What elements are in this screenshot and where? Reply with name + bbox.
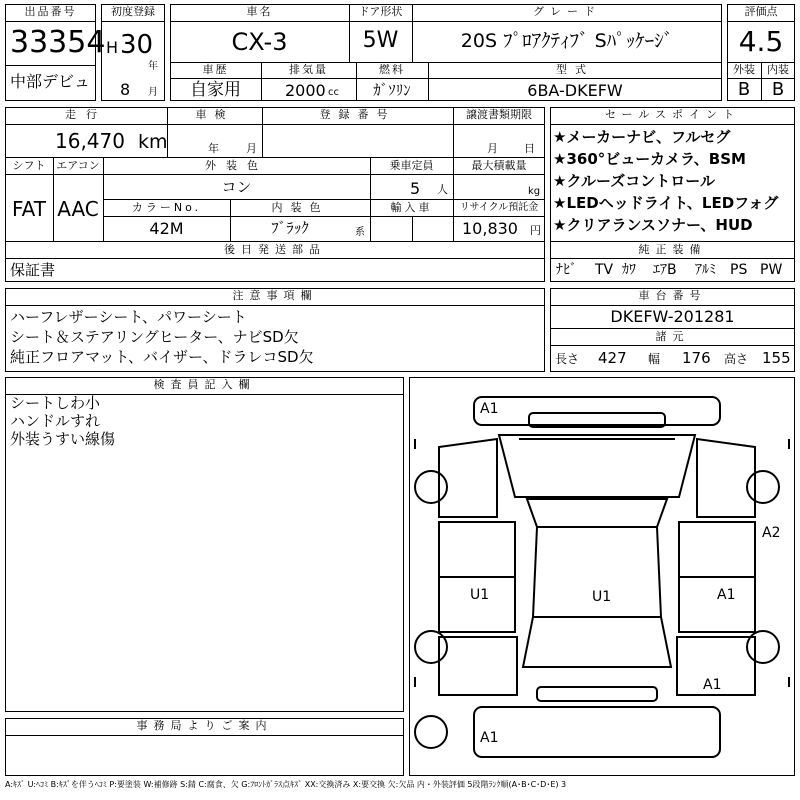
equipment-item: ｴｱB: [653, 262, 677, 278]
inspector-line: シートしわ小: [10, 394, 101, 412]
diagram-mark: A1: [703, 677, 722, 693]
inspector-line: ハンドルすれ: [10, 412, 101, 430]
diagram-mark: A1: [480, 730, 499, 746]
fuel: ｶﾞｿﾘﾝ: [373, 81, 411, 99]
displacement-unit: cc: [328, 87, 339, 98]
later-parts-label: 後日発送部品: [224, 243, 326, 256]
int-color-unit: 系: [355, 227, 365, 238]
legend: A:ｷｽﾞ U:ﾍｺﾐ B:ｷｽﾞを伴うﾍｺﾐ P:要塗装 W:補修跡 S:錆 C:腐食、欠 G:ﾌﾛﾝﾄｶﾞﾗｽ点ｷｽﾞ XX:交換済み X:要交換 欠:欠品 内・外装評価 5段階ﾗﾝｸ順(A･B･C･D･E) 3: [5, 780, 567, 789]
color-no: 42M: [149, 219, 184, 238]
recycle-label: リサイクル預託金: [459, 202, 539, 213]
grade-label: グレード: [533, 5, 601, 18]
sales-points-label: セールスポイント: [604, 108, 740, 121]
mileage-label: 走行: [65, 108, 107, 121]
reg-month: 8: [120, 80, 131, 99]
shift: FAT: [11, 197, 46, 221]
height-label: 高さ: [724, 352, 749, 366]
equipment-item: PS: [730, 262, 748, 278]
int-color-label: 内装色: [271, 201, 329, 214]
inspection-label: 車検: [195, 108, 234, 121]
debut-label: 中部デビュ: [10, 72, 91, 91]
capacity-unit: 人: [437, 183, 448, 196]
history: 自家用: [190, 80, 241, 100]
sales-point: ★クルーズコントロール: [553, 172, 715, 190]
diagram-mark: A2: [762, 525, 781, 541]
import-label: 輸入車: [390, 201, 433, 214]
transfer-month-unit: 月: [487, 142, 498, 155]
sales-point: ★LEDヘッドライト、LEDフォグ: [553, 194, 779, 212]
displacement-label: 排気量: [289, 63, 328, 76]
score: 4.5: [738, 25, 784, 58]
inspection-month-unit: 月: [246, 142, 257, 155]
era: H: [106, 38, 119, 57]
transfer-label: 譲渡書類期限: [466, 108, 532, 121]
car-diagram: [409, 377, 795, 776]
score-label: 評価点: [744, 5, 778, 18]
model-label: 型式: [556, 63, 594, 76]
load-unit: kg: [528, 186, 541, 197]
exterior-grade: B: [737, 79, 751, 100]
year-unit: 年: [148, 61, 158, 72]
notes-line: ハーフレザーシート、パワーシート: [10, 308, 247, 326]
capacity: 5: [410, 179, 421, 198]
length-label: 長さ: [555, 352, 580, 366]
equipment-item: TV: [595, 262, 614, 278]
color-label: 外装色: [205, 159, 268, 172]
sales-point: ★メーカーナビ、フルセグ: [553, 128, 731, 146]
transfer-day-unit: 日: [524, 142, 535, 155]
notes-line: 純正フロアマット、バイザー、ドラレコSD欠: [10, 348, 314, 366]
later-parts: 保証書: [10, 261, 56, 279]
lot-number: 33354: [10, 25, 106, 60]
width: 176: [682, 349, 711, 367]
reg-year: 30: [120, 30, 154, 60]
width-label: 幅: [648, 352, 661, 366]
recycle: 10,830: [462, 219, 518, 238]
office-label: 事務局よりご案内: [136, 719, 273, 732]
mileage: 16,470: [55, 129, 125, 153]
displacement: 2000: [285, 81, 326, 100]
load-label: 最大積載量: [471, 159, 527, 172]
model-code: 6BA-DKEFW: [527, 81, 623, 100]
grade: 20S ﾌﾟﾛｱｸﾃｨﾌﾞ Sﾊﾟｯｹｰｼﾞ: [460, 30, 674, 52]
mileage-unit: km: [138, 131, 168, 153]
month-unit: 月: [148, 87, 158, 98]
diagram-mark: U1: [470, 587, 490, 603]
int-color: ﾌﾞﾗｯｸ: [271, 219, 309, 237]
ac: AAC: [57, 197, 99, 221]
shift-label: シフト: [12, 159, 46, 172]
exterior-label: 外装: [733, 63, 755, 76]
notes-line: シート＆ステアリングヒーター、ナビSD欠: [10, 328, 299, 346]
length: 427: [598, 349, 627, 367]
interior-grade: B: [771, 79, 785, 100]
equipment-label: 純正装備: [638, 243, 707, 256]
fuel-label: 燃料: [379, 63, 405, 76]
inspector-label: 検査員記入欄: [153, 378, 256, 391]
diagram-mark: U1: [592, 589, 612, 605]
equipment-item: ﾅﾋﾞ: [556, 262, 577, 278]
inspector-line: 外装うすい線傷: [10, 430, 116, 448]
lot-label: 出品番号: [24, 5, 77, 18]
regno-label: 登録番号: [319, 108, 396, 121]
sales-point: ★360°ビューカメラ、BSM: [553, 150, 746, 168]
capacity-label: 乗車定員: [389, 159, 434, 172]
sales-point: ★クリアランスソナー、HUD: [553, 216, 753, 234]
interior-label: 内装: [767, 63, 789, 76]
car-name: CX-3: [231, 28, 288, 56]
diagram-mark: A1: [717, 587, 736, 603]
equipment-item: ｱﾙﾐ: [695, 262, 716, 278]
car-name-label: 車名: [246, 5, 273, 18]
door-label: ドア形状: [358, 5, 403, 18]
chassis-number: DKEFW-201281: [610, 307, 735, 326]
diagram-mark: A1: [480, 401, 499, 417]
recycle-unit: 円: [530, 224, 541, 237]
notes-label: 注意事項欄: [232, 289, 318, 302]
color-no-label: カラーNo.: [131, 201, 202, 214]
chassis-label: 車台番号: [638, 289, 707, 302]
door-type: 5W: [362, 28, 399, 53]
height: 155: [762, 349, 791, 367]
color: コン: [221, 178, 252, 196]
first-reg-label: 初度登録: [111, 5, 155, 18]
inspection-year-unit: 年: [208, 142, 219, 155]
equipment-item: ｶﾜ: [622, 262, 636, 278]
history-label: 車歴: [202, 63, 229, 76]
equipment-item: PW: [760, 262, 783, 278]
spec-label: 諸元: [655, 330, 690, 343]
ac-label: エアコン: [56, 159, 100, 172]
